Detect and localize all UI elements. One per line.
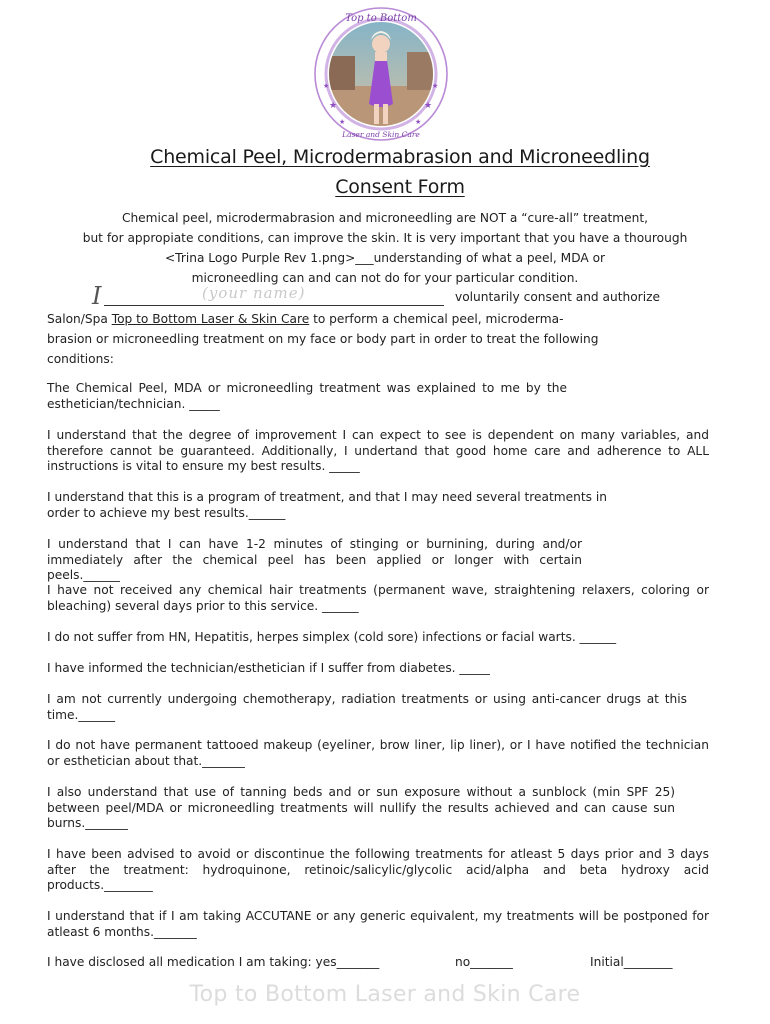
- svg-text:★: ★: [329, 101, 338, 111]
- intro-paragraph: [40, 208, 730, 288]
- medication-no[interactable]: no_______: [455, 955, 513, 969]
- initial-field[interactable]: Initial________: [590, 955, 673, 969]
- consent-clause[interactable]: I have not received any chemical hair treatments (permanent wave, straightening relaxers, coloring or bleaching) several days prior to this service. ______: [47, 583, 709, 613]
- medication-yes[interactable]: I have disclosed all medication I am taking: yes_______: [47, 955, 380, 969]
- signature-hint: (your name): [202, 284, 306, 302]
- consent-clause[interactable]: I do not suffer from HN, Hepatitis, herpes simplex (cold sore) infections or facial warts. ______: [47, 630, 617, 644]
- consent-clause[interactable]: I am not currently undergoing chemotherapy, radiation treatments or using anti-cancer drugs at this time.______: [47, 692, 687, 722]
- authorize-text: voluntarily consent and authorize: [455, 290, 660, 304]
- name-signature-field[interactable]: [92, 282, 452, 310]
- intro-line: microneedling can and can not do for your particular condition.: [191, 271, 579, 285]
- consent-clause[interactable]: I understand that if I am taking ACCUTANE or any generic equivalent, my treatments will be postponed for atleast 6 months._______: [47, 909, 709, 939]
- salon-line3: conditions:: [47, 352, 114, 366]
- consent-clause[interactable]: I understand that I can have 1-2 minutes of stinging or burnining, during and/or immediately after the chemical peel has been applied or longer with certain peels.______: [47, 537, 582, 583]
- intro-line: Chemical peel, microdermabrasion and microneedling are NOT a “cure-all” treatment,: [121, 211, 649, 225]
- svg-text:★: ★: [432, 82, 439, 90]
- consent-clause[interactable]: I understand that this is a program of treatment, and that I may need several treatments in order to achieve my best results.______: [47, 490, 607, 520]
- intro-line: <Trina Logo Purple Rev 1.png>___understanding of what a peel, MDA or: [164, 251, 606, 265]
- salon-prefix: Salon/Spa: [47, 312, 112, 326]
- salon-line2: brasion or microneedling treatment on my face or body part in order to treat the following: [47, 332, 599, 346]
- salon-suffix: to perform a chemical peel, microderma-: [309, 312, 564, 326]
- logo-text-bottom: Laser and Skin Care: [342, 130, 420, 139]
- page-title-line1: Chemical Peel, Microdermabrasion and Microneedling: [150, 146, 650, 168]
- signature-mark: I: [92, 282, 102, 310]
- salon-paragraph: [47, 309, 737, 369]
- consent-clause[interactable]: I understand that the degree of improvement I can expect to see is dependent on many variables, and therefore cannot be guaranteed. Additionally, I undertand that good home care and adherence to ALL instructions is vital to ensure my best results. _____: [47, 428, 709, 474]
- svg-text:★: ★: [339, 118, 346, 126]
- salon-name: Top to Bottom Laser & Skin Care: [111, 312, 310, 326]
- consent-clause[interactable]: I also understand that use of tanning beds and or sun exposure without a sunblock (min SPF 25) between peel/MDA or microneedling treatments will nullify the results achieved and can cause sun burns._______: [47, 785, 675, 831]
- signature-underline: [104, 305, 444, 306]
- footer-watermark: Top to Bottom Laser and Skin Care: [189, 982, 581, 1007]
- consent-clause[interactable]: I have informed the technician/esthetician if I suffer from diabetes. _____: [47, 661, 490, 675]
- svg-text:★: ★: [415, 118, 422, 126]
- company-logo: [311, 4, 451, 144]
- logo-text-top: Top to Bottom: [345, 13, 417, 24]
- page-title-line2: Consent Form: [335, 176, 465, 198]
- consent-clause[interactable]: The Chemical Peel, MDA or microneedling treatment was explained to me by the esthetician/technician. _____: [47, 381, 567, 411]
- consent-clause[interactable]: I do not have permanent tattooed makeup (eyeliner, brow liner, lip liner), or I have notified the technician or esthetician about that._______: [47, 738, 709, 768]
- svg-text:★: ★: [323, 82, 330, 90]
- intro-line: but for appropiate conditions, can improve the skin. It is very important that you have a thourough: [82, 231, 688, 245]
- consent-clause[interactable]: I have been advised to avoid or discontinue the following treatments for atleast 5 days prior and 3 days after the treatment: hydroquinone, retinoic/salicylic/glycolic acid/alpha and beta hydroxy acid products.________: [47, 847, 709, 893]
- svg-text:★: ★: [424, 101, 433, 111]
